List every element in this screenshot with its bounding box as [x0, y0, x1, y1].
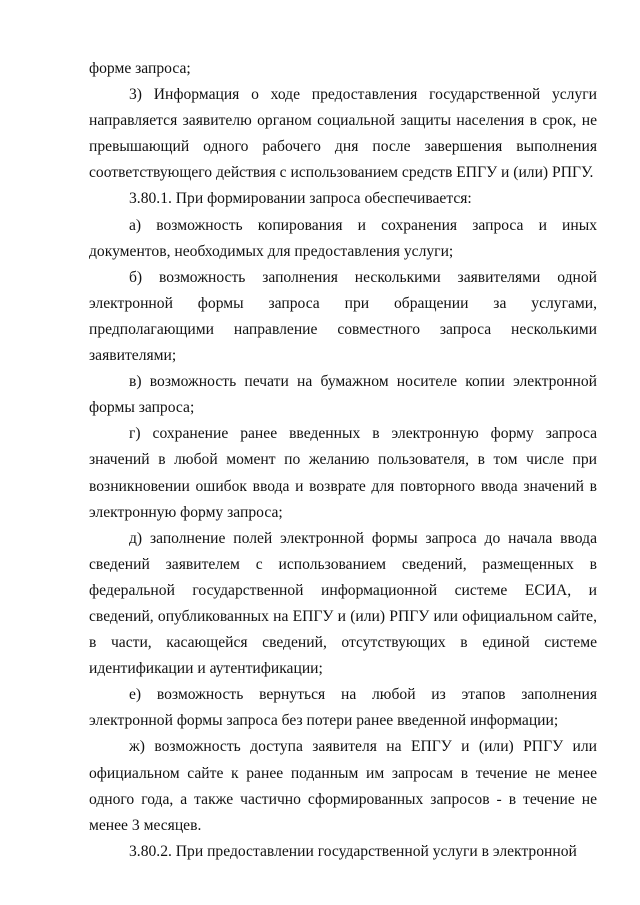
paragraph-section-3-80-2: 3.80.2. При предоставлении государственной услуги в электронной	[129, 842, 577, 860]
paragraph-item-e: е) возможность вернуться на любой из этапов заполнения электронной формы запроса без потери ранее введенной информации;	[89, 686, 597, 730]
paragraph-section-3-80-1: 3.80.1. При формировании запроса обеспечивается:	[129, 190, 472, 208]
paragraph-item-a: а) возможность копирования и сохранения запроса и иных документов, необходимых для предоставления услуги;	[89, 216, 597, 260]
paragraph-item-zh: ж) возможность доступа заявителя на ЕПГУ и (или) РПГУ или официальном сайте к ранее поданным им запросам в течение не менее одного года, а также частично сформированных запросов - в течение не менее 3 месяцев.	[89, 738, 597, 834]
paragraph-item-3: 3) Информация о ходе предоставления государственной услуги направляется заявителю органом социальной защиты населения в срок, не превышающий одного рабочего дня после завершения выполнения соответствующего действия с использованием средств ЕПГУ и (или) РПГУ.	[89, 86, 597, 182]
paragraph-item-d: д) заполнение полей электронной формы запроса до начала ввода сведений заявителем с использованием сведений, размещенных в федеральной государственной информационной системе ЕСИА, и сведений, опубликованных на ЕПГУ и (или) РПГУ или официальном сайте, в части, касающейся сведений, отсутствующих в единой системе идентификации и аутентификации;	[89, 529, 597, 678]
paragraph-item-g: г) сохранение ранее введенных в электронную форму запроса значений в любой момент по желанию пользователя, в том числе при возникновении ошибок ввода и возврате для повторного ввода значений в электронную форму запроса;	[89, 425, 597, 521]
document-page	[89, 56, 597, 865]
paragraph-item-v: в) возможность печати на бумажном носителе копии электронной формы запроса;	[89, 373, 597, 417]
paragraph-continuation: форме запроса;	[89, 60, 191, 77]
paragraph-item-b: б) возможность заполнения несколькими заявителями одной электронной формы запроса при обращении за услугами, предполагающими направление совместного запроса несколькими заявителями;	[89, 268, 597, 365]
